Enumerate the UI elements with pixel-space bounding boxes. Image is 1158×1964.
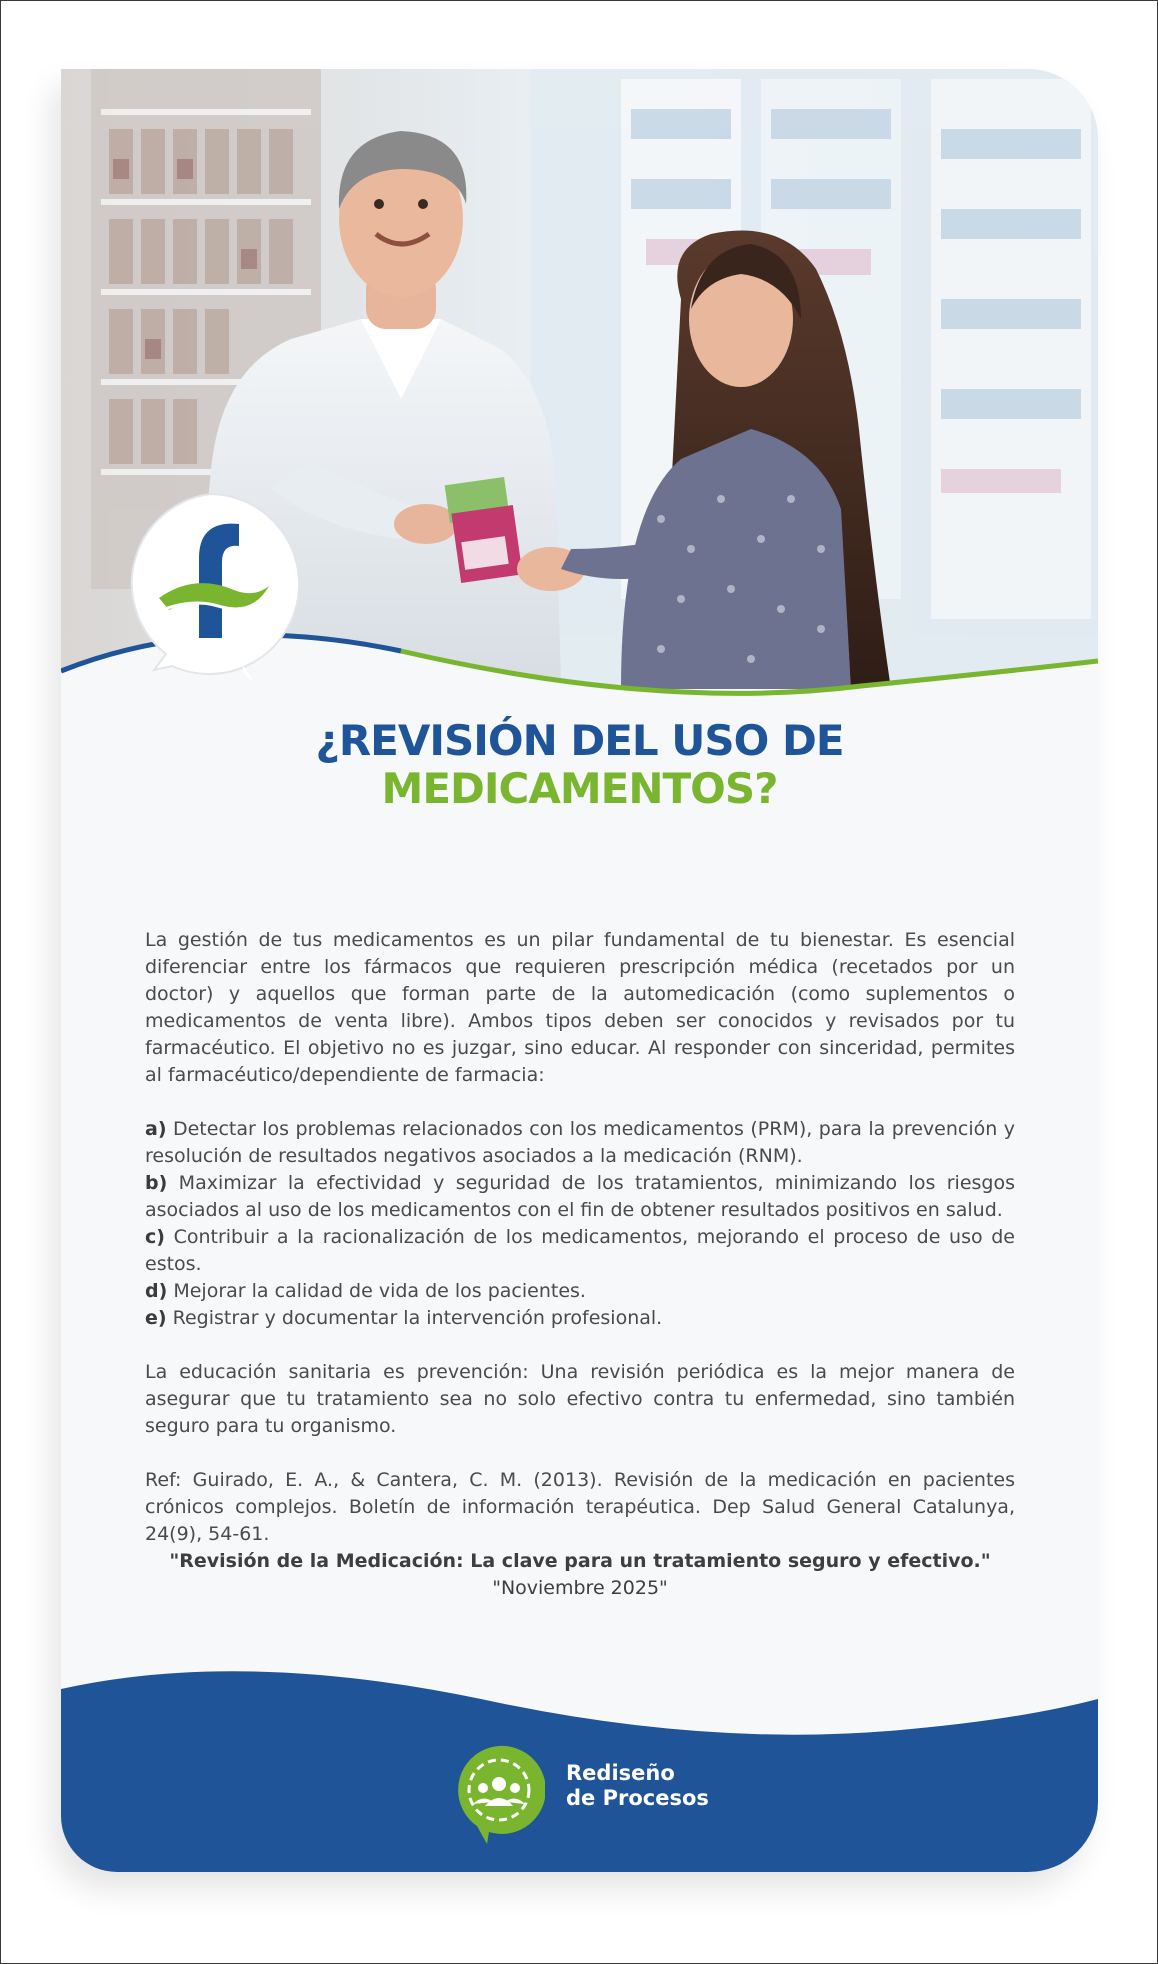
list-item-text: Maximizar la efectividad y seguridad de los tratamientos, minimizando los riesgos asociados al uso de los medicamentos con el fin de obtener resultados positivos en salud. [145, 1172, 1015, 1221]
list-item-text: Contribuir a la racionalización de los medicamentos, mejorando el proceso de uso de estos. [145, 1226, 1015, 1275]
footer-brand-line-1: Rediseño [566, 1761, 675, 1785]
reference-paragraph: Ref: Guirado, E. A., & Cantera, C. M. (2013). Revisión de la medicación en pacientes crónicos complejos. Boletín de información terapéutica. Dep Salud General Catalunya, 24(9), 54-61. [145, 1469, 1015, 1545]
education-paragraph: La educación sanitaria es prevención: Una revisión periódica es la mejor manera de asegurar que tu tratamiento sea no solo efectivo contra tu enfermedad, sino también seguro para tu organismo. [145, 1361, 1015, 1437]
poster-card [61, 69, 1098, 1872]
list-item-text: Registrar y documentar la intervención profesional. [166, 1307, 663, 1329]
list-item-letter: d) [145, 1280, 168, 1302]
list-item-letter: a) [145, 1118, 167, 1140]
list-item-text: Detectar los problemas relacionados con los medicamentos (PRM), para la prevención y resolución de resultados negativos asociados a la medicación (RNM). [145, 1118, 1015, 1167]
team-gear-logo-icon [453, 1744, 545, 1844]
list-item-d [145, 1278, 1015, 1305]
footer-brand [566, 1761, 709, 1811]
page-title [61, 717, 1098, 813]
publication-date: "Noviembre 2025" [492, 1577, 668, 1599]
title-line-1: ¿REVISIÓN DEL USO DE [315, 716, 844, 765]
list-item-a [145, 1116, 1015, 1170]
list-item-letter: b) [145, 1172, 168, 1194]
footer-brand-line-2: de Procesos [566, 1786, 709, 1810]
f-letter-logo-icon [114, 488, 309, 683]
list-item-text: Mejorar la calidad de vida de los pacientes. [167, 1280, 586, 1302]
list-item-letter: e) [145, 1307, 167, 1329]
list-item-c [145, 1224, 1015, 1278]
list-item-letter: c) [145, 1226, 165, 1248]
title-line-2: MEDICAMENTOS? [381, 764, 778, 813]
closing-quote: "Revisión de la Medicación: La clave para un tratamiento seguro y efectivo." [169, 1550, 991, 1572]
list-item-e [145, 1305, 1015, 1332]
article-body [145, 927, 1015, 1602]
intro-paragraph: La gestión de tus medicamentos es un pilar fundamental de tu bienestar. Es esencial diferenciar entre los fármacos que requieren prescripción médica (recetados por un doctor) y aquellos que forman parte de la automedicación (como suplementos o medicamentos de venta libre). Ambos tipos deben ser conocidos y revisados por tu farmacéutico. El objetivo no es juzgar, sino educar. Al responder con sinceridad, permites al farmacéutico/dependiente de farmacia: [145, 929, 1015, 1086]
list-item-b [145, 1170, 1015, 1224]
